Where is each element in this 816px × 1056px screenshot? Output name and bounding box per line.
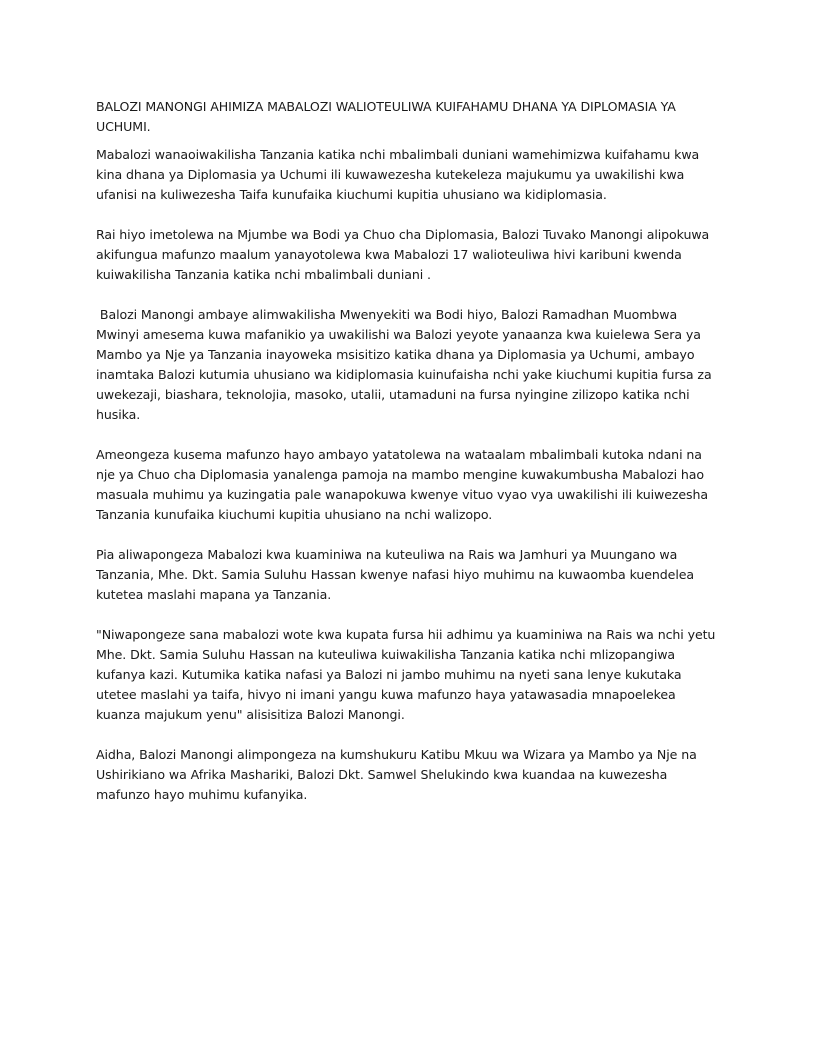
paragraph-2: Rai hiyo imetolewa na Mjumbe wa Bodi ya Chuo cha Diplomasia, Balozi Tuvako Manongi alipokuwa akifungua mafunzo maalum yanayotolewa kwa Mabalozi 17 walioteuliwa hivi karibuni kwenda kuiwakilisha Tanzania katika nchi mbalimbali duniani . xyxy=(96,227,714,282)
paragraph-6: "Niwapongeze sana mabalozi wote kwa kupata fursa hii adhimu ya kuaminiwa na Rais wa nchi yetu Mhe. Dkt. Samia Suluhu Hassan na kuteuliwa kuiwakilisha Tanzania katika nchi mlizopangiwa kufanya kazi. Kutumika katika nafasi ya Balozi ni jambo muhimu na nyeti sana lenye kukutaka utetee maslahi ya taifa, hivyo ni imani yangu kuwa mafunzo haya yatawasadia mnapoelekea kuanza majukum yenu" alisisitiza Balozi Manongi. xyxy=(96,627,720,722)
paragraph-3: Balozi Manongi ambaye alimwakilisha Mwenyekiti wa Bodi hiyo, Balozi Ramadhan Muombwa Mwinyi amesema kuwa mafanikio ya uwakilishi wa Balozi yeyote yanaanza kwa kuielewa Sera ya Mambo ya Nje ya Tanzania inayoweka msisitizo katika dhana ya Diplomasia ya Uchumi, ambayo inamtaka Balozi kutumia uhusiano wa kidiplomasia kuinufaisha nchi yake kiuchumi kupitia fursa za uwekezaji, biashara, teknolojia, masoko, utalii, utamaduni na fursa nyingine zilizopo katika nchi husika. xyxy=(96,307,716,422)
paragraph-7: Aidha, Balozi Manongi alimpongeza na kumshukuru Katibu Mkuu wa Wizara ya Mambo ya Nje na Ushirikiano wa Afrika Mashariki, Balozi Dkt. Samwel Shelukindo kwa kuandaa na kuwezesha mafunzo hayo muhimu kufanyika. xyxy=(96,747,701,802)
document-body xyxy=(96,97,722,825)
paragraph-1: Mabalozi wanaoiwakilisha Tanzania katika nchi mbalimbali duniani wamehimizwa kuifahamu kwa kina dhana ya Diplomasia ya Uchumi ili kuwawezesha kutekeleza majukumu ya uwakilishi kwa ufanisi na kuliwezesha Taifa kunufaika kiuchumi kupitia uhusiano wa kidiplomasia. xyxy=(96,147,704,202)
paragraph-4: Ameongeza kusema mafunzo hayo ambayo yatatolewa na wataalam mbalimbali kutoka ndani na nje ya Chuo cha Diplomasia yanalenga pamoja na mambo mengine kuwakumbusha Mabalozi hao masuala muhimu ya kuzingatia pale wanapokuwa kwenye vituo vyao vya uwakilishi ili kuiwezesha Tanzania kunufaika kiuchumi kupitia uhusiano na nchi walizopo. xyxy=(96,447,712,522)
paragraph-5: Pia aliwapongeza Mabalozi kwa kuaminiwa na kuteuliwa na Rais wa Jamhuri ya Muungano wa Tanzania, Mhe. Dkt. Samia Suluhu Hassan kwenye nafasi hiyo muhimu na kuwaomba kuendelea kutetea maslahi mapana ya Tanzania. xyxy=(96,547,698,602)
document-title: BALOZI MANONGI AHIMIZA MABALOZI WALIOTEULIWA KUIFAHAMU DHANA YA DIPLOMASIA YA UCHUMI. xyxy=(96,99,676,134)
